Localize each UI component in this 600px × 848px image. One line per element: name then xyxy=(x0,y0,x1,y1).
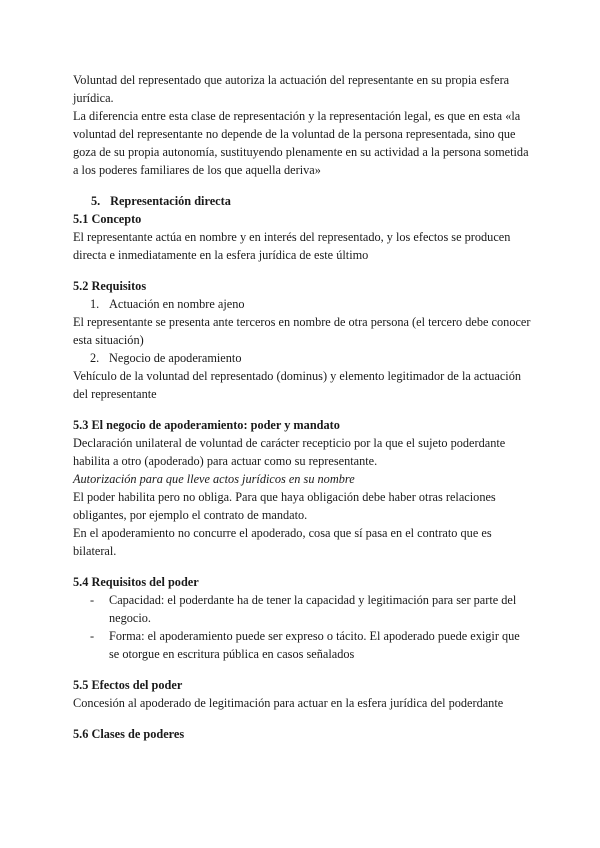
list-item-text: Capacidad: el poderdante ha de tener la capacidad y legitimación para ser parte del negocio. xyxy=(109,593,517,625)
apoderamiento-paragraph-2: El poder habilita pero no obliga. Para que haya obligación debe haber otras relaciones obligantes, por ejemplo el contrato de mandato. xyxy=(73,490,496,522)
heading-5-1: 5.1 Concepto xyxy=(73,212,142,226)
dash-marker: - xyxy=(90,629,95,643)
heading-5-3: 5.3 El negocio de apoderamiento: poder y mandato xyxy=(73,418,340,432)
intro-paragraph-2: La diferencia entre esta clase de representación y la representación legal, es que en esta «la voluntad del representante no depende de la voluntad de la persona representada, sino que goza de su propia autonomía, sustituyendo plenamente en su actividad a la persona sometida a los poderes familiares de los que aquella deriva» xyxy=(73,109,529,177)
concepto-text: El representante actúa en nombre y en interés del representado, y los efectos se producen directa e inmediatamente en la esfera jurídica de este último xyxy=(73,230,511,262)
requisito-item-2-text: Vehículo de la voluntad del representado (dominus) y elemento legitimador de la actuación del representante xyxy=(73,369,522,401)
section-5-title xyxy=(91,192,533,210)
requisito-item-1-label: Actuación en nombre ajeno xyxy=(109,297,245,311)
heading-5-4: 5.4 Requisitos del poder xyxy=(73,575,199,589)
heading-5-2: 5.2 Requisitos xyxy=(73,279,147,293)
requisito-item-2-number: 2. xyxy=(90,351,100,365)
list-item-text: Forma: el apoderamiento puede ser expreso o tácito. El apoderado puede exigir que se otorgue en escritura pública en casos señalados xyxy=(109,629,520,661)
requisito-item-1-number: 1. xyxy=(90,297,100,311)
list-item xyxy=(73,591,533,627)
apoderamiento-italic-note: Autorización para que lleve actos jurídicos en su nombre xyxy=(73,472,355,486)
dash-marker: - xyxy=(90,593,95,607)
requisito-item-2-label: Negocio de apoderamiento xyxy=(109,351,242,365)
section-5-number: 5. xyxy=(91,194,101,208)
intro-paragraph-1: Voluntad del representado que autoriza la actuación del representante en su propia esfera jurídica. xyxy=(73,73,510,105)
list-item xyxy=(73,627,533,663)
requisitos-poder-list xyxy=(73,591,533,663)
requisito-item-2 xyxy=(73,349,533,367)
heading-5-6: 5.6 Clases de poderes xyxy=(73,727,185,741)
efectos-text: Concesión al apoderado de legitimación para actuar en la esfera jurídica del poderdante xyxy=(73,696,504,710)
apoderamiento-paragraph-1: Declaración unilateral de voluntad de carácter recepticio por la que el sujeto poderdante habilita a otro (apoderado) para actuar como su representante. xyxy=(73,436,506,468)
requisito-item-1 xyxy=(73,295,533,313)
document-page xyxy=(73,71,533,743)
heading-5-5: 5.5 Efectos del poder xyxy=(73,678,183,692)
section-5-title-text: Representación directa xyxy=(110,194,231,208)
requisito-item-1-text: El representante se presenta ante terceros en nombre de otra persona (el tercero debe conocer esta situación) xyxy=(73,315,531,347)
apoderamiento-paragraph-3: En el apoderamiento no concurre el apoderado, cosa que sí pasa en el contrato que es bilateral. xyxy=(73,526,492,558)
